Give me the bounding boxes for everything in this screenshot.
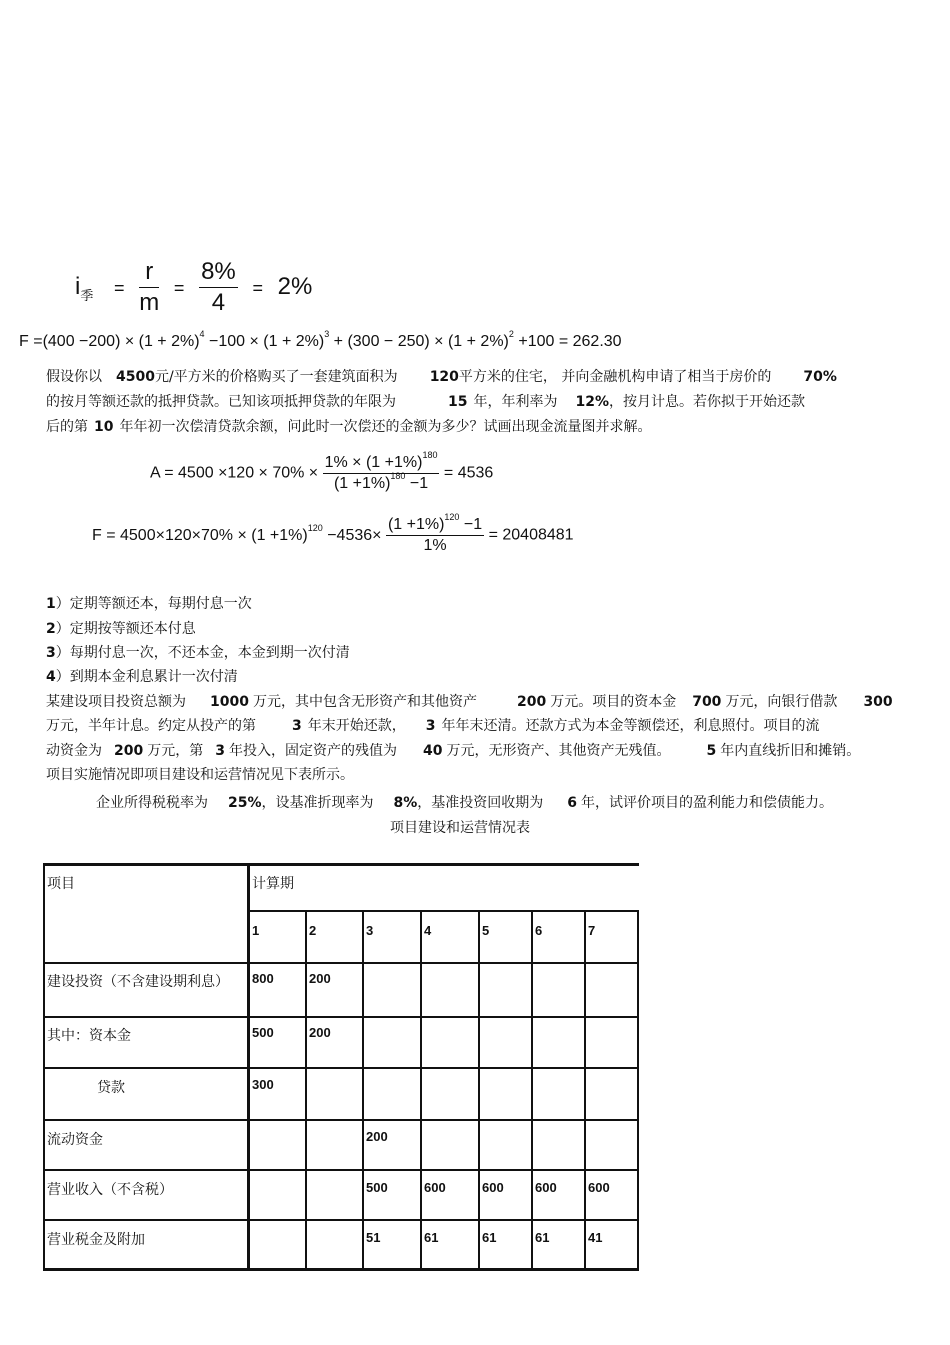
formula-part: +100 = 262.30	[513, 333, 622, 350]
text: 年年初一次偿清贷款余额，问此时一次偿还的金额为多少？试画出现金流量图并求解。	[119, 419, 652, 435]
table-rule	[43, 1067, 639, 1069]
table-rule	[478, 910, 480, 1271]
fraction-numerator: $(1 +1\%)^{120} -1$	[386, 516, 484, 536]
fraction-annuity-factor	[323, 450, 440, 493]
table-title: 项目建设和运营情况表	[390, 820, 530, 836]
text: ，按月计息。若你拟于开始还款	[609, 394, 805, 410]
text: 年，年利率为	[473, 394, 558, 410]
fraction-denominator: m	[139, 289, 160, 316]
value-price: 4500	[116, 369, 155, 385]
problem2-line4: 项目实施情况即项目建设和运营情况见下表所示。	[46, 767, 354, 783]
value-rate: 12%	[575, 394, 609, 410]
formula-quarterly-rate: $i_季$ = $\frac{r}{m}$ = $\frac{8\%}{4}$ = 2%	[75, 258, 313, 316]
formula-exponent: 4	[199, 329, 205, 339]
formula-exponent: 2	[508, 329, 514, 339]
table-cell: 61	[424, 1230, 439, 1245]
text: 假设你以	[46, 369, 102, 385]
formula-part: −100 × (1 + 2%)	[204, 333, 325, 350]
method-item-4: 4）到期本金利息累计一次付清	[46, 669, 238, 685]
formula-part: F =(400 −200) × (1 + 2%)	[19, 333, 200, 350]
table-cell: 200	[366, 1129, 388, 1144]
project-table	[43, 863, 639, 1271]
table-period-7: 7	[588, 923, 596, 938]
table-row-label: 营业收入（不含税）	[47, 1182, 173, 1198]
table-header-item: 项目	[47, 876, 75, 892]
fraction-8pct-over-4	[199, 258, 238, 317]
table-rule	[420, 910, 422, 1271]
fraction-denominator: 1%	[423, 537, 447, 554]
formula-future-value-1	[19, 329, 622, 351]
table-row-label: 流动资金	[47, 1132, 103, 1148]
table-row-label: 贷款	[97, 1080, 125, 1096]
table-period-4: 4	[424, 923, 432, 938]
formula-lhs: i	[75, 272, 81, 300]
formula-result: = 20408481	[488, 526, 574, 544]
problem1-line1	[46, 365, 837, 390]
table-rule	[637, 910, 639, 1271]
table-rule	[43, 1119, 639, 1121]
table-rule	[531, 910, 533, 1271]
table-period-5: 5	[482, 923, 490, 938]
table-cell: 600	[535, 1180, 557, 1195]
table-cell: 200	[309, 971, 331, 986]
fraction-numerator: r	[139, 258, 159, 288]
table-period-2: 2	[309, 923, 317, 938]
problem2-line5: 企业所得税税率为 25%，设基准折现率为 8%，基准投资回收期为 6 年，试评价项目的盈利能力和偿债能力。	[96, 795, 834, 811]
table-row-label: 营业税金及附加	[47, 1232, 145, 1248]
fraction-numerator: 8%	[199, 258, 238, 288]
table-cell: 300	[252, 1077, 274, 1092]
table-header-period: 计算期	[252, 876, 294, 892]
value-loan-ratio: 70%	[803, 369, 837, 385]
table-cell: 800	[252, 971, 274, 986]
fraction-denominator: $(1 +1\%)^{180} -1$	[333, 471, 429, 492]
table-rule	[584, 910, 586, 1271]
formula-result: 2%	[277, 272, 313, 300]
formula-lhs: A = 4500 ×120 × 70% ×	[150, 464, 319, 482]
fraction-denominator: 4	[211, 289, 226, 316]
table-rule	[43, 1016, 639, 1018]
table-cell: 500	[252, 1025, 274, 1040]
text: 平方米的住宅， 并向金融机构申请了相当于房价的	[458, 369, 772, 385]
formula-part: −4536×	[322, 526, 382, 544]
problem1-line2	[46, 390, 805, 415]
table-cell: 600	[482, 1180, 504, 1195]
text: 元/平方米的价格购买了一套建筑面积为	[154, 369, 398, 385]
formula-exponent: 3	[324, 329, 330, 339]
table-rule	[249, 910, 639, 912]
table-cell: 600	[424, 1180, 446, 1195]
table-period-3: 3	[366, 923, 374, 938]
table-cell: 500	[366, 1180, 388, 1195]
formula-lhs-subscript: 季	[80, 288, 94, 304]
formula-lhs: F = 4500×120×70% × (1 +1%)	[92, 526, 308, 544]
table-rule	[43, 863, 45, 1271]
problem1-line3	[46, 415, 651, 440]
formula-exponent: 120	[307, 522, 323, 533]
value-year10: 10	[94, 419, 114, 435]
table-cell: 61	[535, 1230, 550, 1245]
table-rule	[43, 962, 639, 964]
formula-future-value-2	[92, 512, 574, 555]
problem2-line2: 万元，半年计息。约定从投产的第 3 年末开始还款， 3 年年末还清。还款方式为本金等额偿还，利息照付。项目的流	[46, 718, 820, 734]
table-row-label: 其中：资本金	[47, 1028, 131, 1044]
table-rule	[43, 1219, 639, 1221]
table-rule	[362, 910, 364, 1271]
table-rule	[43, 863, 639, 866]
table-row-label: 建设投资（不含建设期利息）	[47, 974, 229, 990]
formula-part: + (300 − 250) × (1 + 2%)	[329, 333, 509, 350]
table-period-6: 6	[535, 923, 543, 938]
value-area: 120	[429, 369, 459, 385]
table-cell: 600	[588, 1180, 610, 1195]
fraction-r-over-m	[139, 258, 159, 317]
value-years: 15	[448, 394, 468, 410]
method-item-1: 1）定期等额还本，每期付息一次	[46, 596, 252, 612]
method-item-2: 2）定期按等额还本付息	[46, 621, 196, 637]
method-item-3: 3）每期付息一次，不还本金，本金到期一次付清	[46, 645, 350, 661]
text: 后的第	[46, 419, 88, 435]
table-cell: 41	[588, 1230, 603, 1245]
problem2-line3: 动资金为 200 万元，第 3 年投入，固定资产的残值为 40 万元，无形资产、其他资产无残值。 5 年内直线折旧和摊销。	[46, 743, 861, 759]
table-period-1: 1	[252, 923, 260, 938]
table-rule	[43, 1169, 639, 1171]
table-cell: 61	[482, 1230, 497, 1245]
fraction-compound-factor	[386, 512, 484, 555]
table-rule	[43, 1268, 639, 1271]
formula-result: = 4536	[443, 464, 494, 482]
formula-annuity	[150, 450, 494, 493]
problem2-line1: 某建设项目投资总额为 1000 万元，其中包含无形资产和其他资产 200 万元。项目的资本金 700 万元，向银行借款 300	[46, 694, 893, 710]
table-cell: 200	[309, 1025, 331, 1040]
fraction-numerator: $1\% \times (1 +1\%)^{180}$	[323, 454, 440, 474]
table-cell: 51	[366, 1230, 381, 1245]
text: 的按月等额还款的抵押贷款。已知该项抵押贷款的年限为	[46, 394, 396, 410]
